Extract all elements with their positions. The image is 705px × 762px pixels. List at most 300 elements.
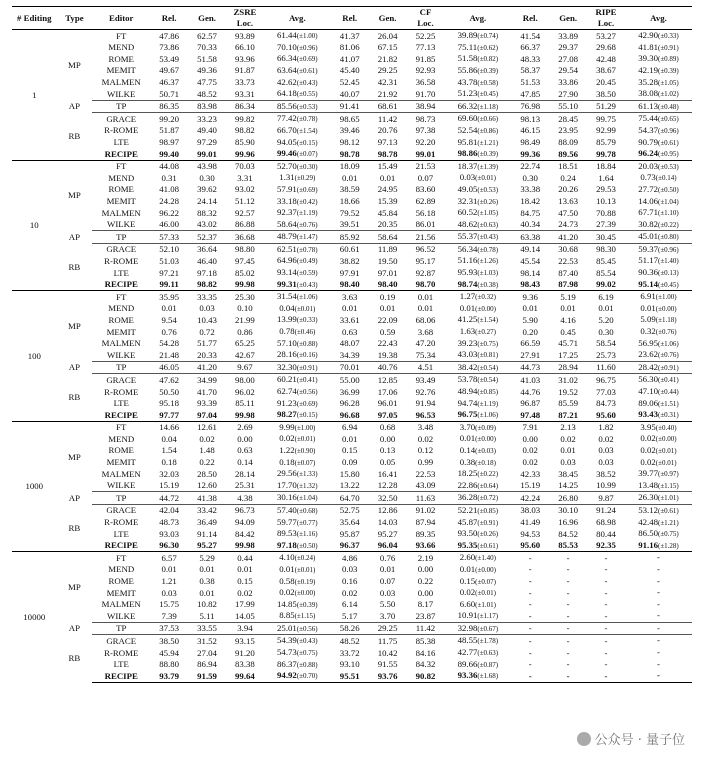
cf-rel-cell: 85.92 xyxy=(331,231,369,244)
cf-gen-cell: 67.15 xyxy=(377,42,398,53)
cf-avg-value: 32.31 xyxy=(457,195,478,206)
cf-avg-cell xyxy=(444,279,511,291)
ripe-loc-cell: 29.68 xyxy=(596,42,616,53)
table-row xyxy=(12,42,692,54)
ripe-avg-cell xyxy=(625,349,692,361)
zsre-gen-cell: 0.02 xyxy=(199,433,215,444)
zsre-avg-cell xyxy=(264,314,331,326)
table-row xyxy=(12,184,692,196)
zsre-avg-cell xyxy=(264,326,331,338)
ripe-loc-cell: 0.03 xyxy=(598,445,614,456)
cf-avg-std: (±0.66) xyxy=(477,115,499,124)
ripe-gen-cell: 19.52 xyxy=(558,386,579,397)
header-zsre-loc: Loc. xyxy=(226,18,264,30)
table-row xyxy=(12,587,692,599)
editor-name-cell: MEND xyxy=(108,564,135,575)
cf-loc-cell: 3.68 xyxy=(417,326,434,337)
editor-name-cell: WILKE xyxy=(107,349,136,360)
ripe-avg-cell xyxy=(625,326,692,338)
zsre-gen-cell: 62.57 xyxy=(188,30,226,42)
ripe-rel-cell: 94.53 xyxy=(520,528,541,539)
type-cell: RB xyxy=(68,130,81,141)
zsre-gen-cell: 48.52 xyxy=(197,88,217,99)
cf-loc-cell: 95.17 xyxy=(415,255,436,266)
zsre-loc-cell: 0.15 xyxy=(237,576,253,586)
ripe-loc-cell: 20.45 xyxy=(596,77,616,88)
watermark xyxy=(577,729,685,748)
cf-avg-cell xyxy=(444,610,511,622)
zsre-loc-cell: 93.89 xyxy=(226,30,264,42)
ripe-rel-cell: 33.38 xyxy=(520,184,541,195)
zsre-avg-std: (±0.76) xyxy=(296,220,318,229)
ripe-gen-cell: 0.03 xyxy=(560,457,576,468)
ripe-loc-cell: 92.99 xyxy=(596,125,616,136)
type-cell: RB xyxy=(68,653,81,664)
cf-avg-std: (±0.18) xyxy=(475,458,496,467)
ripe-loc-cell: 84.73 xyxy=(596,398,616,409)
zsre-loc-cell: 25.30 xyxy=(226,291,264,303)
zsre-avg-std: (±0.01) xyxy=(294,304,316,313)
zsre-gen-cell: 33.42 xyxy=(188,504,226,516)
editor-name-cell: FT xyxy=(92,552,150,564)
cf-gen-cell: 97.01 xyxy=(377,267,398,278)
ripe-avg-std: (±1.01) xyxy=(658,494,679,503)
ripe-gen-cell: - xyxy=(566,659,570,670)
zsre-avg-std: (±1.00) xyxy=(294,423,316,432)
ripe-loc-cell: 5.20 xyxy=(598,314,614,325)
zsre-avg-cell xyxy=(264,100,331,113)
header-row-top xyxy=(12,7,692,18)
zsre-rel-cell: 97.21 xyxy=(159,267,180,278)
ripe-avg-value: 3.95 xyxy=(640,421,656,432)
cf-rel-cell: 39.51 xyxy=(339,219,360,230)
cf-avg-cell xyxy=(444,409,511,421)
zsre-avg-value: 86.37 xyxy=(277,658,297,669)
ripe-avg-value: - xyxy=(657,670,660,681)
ripe-avg-std: (±0.75) xyxy=(658,530,679,539)
ripe-avg-value: 23.62 xyxy=(638,349,658,360)
zsre-avg-std: (±1.47) xyxy=(296,233,318,242)
ripe-gen-cell: 31.02 xyxy=(549,374,587,386)
ripe-rel-cell: 76.98 xyxy=(511,100,549,113)
ripe-avg-cell xyxy=(625,137,692,149)
zsre-avg-std: (±1.32) xyxy=(296,481,318,490)
ripe-avg-value: 42.90 xyxy=(638,30,658,41)
cf-avg-value: 22.86 xyxy=(457,479,478,490)
ripe-loc-cell: 25.73 xyxy=(596,349,616,360)
zsre-avg-std: (±1.15) xyxy=(294,612,316,621)
ripe-gen-cell: 2.13 xyxy=(549,421,587,433)
ripe-avg-value: 90.36 xyxy=(638,267,658,278)
ripe-loc-cell: 9.87 xyxy=(587,492,625,505)
zsre-avg-value: 60.21 xyxy=(277,374,297,385)
cf-gen-cell: 29.25 xyxy=(369,622,407,635)
cf-avg-value: 75.11 xyxy=(457,41,478,52)
cf-avg-value: 98.86 xyxy=(457,148,478,159)
ripe-avg-cell xyxy=(625,409,692,421)
ripe-avg-cell xyxy=(625,42,692,54)
header-ripe-avg: Avg. xyxy=(625,7,692,30)
ripe-avg-std: (±0.00) xyxy=(655,435,677,444)
zsre-rel-cell: 97.77 xyxy=(159,409,180,420)
ripe-avg-value: 0.01 xyxy=(640,302,656,313)
cf-loc-cell: 22.53 xyxy=(415,468,436,479)
cf-avg-std: (±0.61) xyxy=(477,541,499,550)
cf-gen-cell: 98.40 xyxy=(377,279,398,290)
ripe-rel-cell: 41.54 xyxy=(511,30,549,42)
zsre-loc-cell: 0.44 xyxy=(226,552,264,564)
zsre-avg-cell xyxy=(264,196,331,208)
zsre-avg-std: (±0.43) xyxy=(296,280,318,289)
editor-name-cell: WILKE xyxy=(107,480,136,491)
zsre-avg-value: 66.70 xyxy=(277,124,297,135)
cf-avg-value: 43.78 xyxy=(457,76,478,87)
ripe-rel-cell: 9.36 xyxy=(511,291,549,303)
cf-avg-std: (±0.26) xyxy=(477,530,499,539)
zsre-avg-std: (±0.43) xyxy=(296,637,318,646)
cf-gen-cell: 21.82 xyxy=(377,53,398,64)
zsre-avg-std: (±0.46) xyxy=(294,328,316,337)
zsre-avg-cell xyxy=(264,409,331,421)
editor-name-cell: RECIPE xyxy=(92,670,150,682)
ripe-avg-cell xyxy=(625,564,692,576)
ripe-rel-cell: - xyxy=(528,564,532,575)
ripe-avg-value: 75.44 xyxy=(638,113,658,124)
table-row xyxy=(12,540,692,552)
cf-gen-cell: 12.85 xyxy=(369,374,407,386)
cf-gen-cell: 26.04 xyxy=(369,30,407,42)
zsre-avg-std: (±1.16) xyxy=(296,530,318,539)
ripe-gen-cell: 47.50 xyxy=(558,207,579,218)
zsre-rel-cell: 93.79 xyxy=(150,670,188,682)
table-row xyxy=(12,137,692,149)
editor-name-cell: MEMIT xyxy=(106,457,136,468)
zsre-avg-std: (±0.15) xyxy=(296,411,318,420)
ripe-avg-cell xyxy=(625,587,692,599)
cf-rel-cell: 48.07 xyxy=(339,338,360,349)
editor-name-cell: GRACE xyxy=(92,113,150,125)
cf-avg-std: (±1.18) xyxy=(477,102,499,111)
ripe-avg-value: 59.37 xyxy=(638,243,658,254)
cf-avg-cell xyxy=(444,125,511,137)
ripe-avg-value: - xyxy=(657,622,660,633)
cf-loc-cell: 2.19 xyxy=(407,552,445,564)
zsre-avg-std: (±0.41) xyxy=(296,376,318,385)
ripe-loc-cell: 10.13 xyxy=(596,196,616,206)
cf-avg-cell xyxy=(444,398,511,410)
cf-avg-value: 6.60 xyxy=(459,598,476,609)
cf-avg-cell xyxy=(444,137,511,149)
zsre-avg-cell xyxy=(264,552,331,564)
table-row xyxy=(12,231,692,244)
ripe-gen-cell: 84.52 xyxy=(558,528,579,539)
zsre-avg-value: 59.77 xyxy=(277,516,297,527)
cf-rel-cell: 48.52 xyxy=(331,635,369,647)
cf-gen-cell: 15.39 xyxy=(377,196,398,206)
cf-avg-std: (±1.05) xyxy=(477,209,499,218)
zsre-loc-cell: 0.00 xyxy=(237,433,253,444)
zsre-rel-cell: 24.28 xyxy=(159,196,180,206)
cf-gen-cell: 19.38 xyxy=(377,349,398,360)
zsre-avg-std: (±0.50) xyxy=(296,541,318,550)
zsre-avg-std: (±0.78) xyxy=(296,115,318,124)
zsre-avg-std: (±0.90) xyxy=(294,446,316,455)
cf-avg-cell xyxy=(444,564,511,576)
ripe-avg-value: 0.02 xyxy=(640,456,656,467)
cf-avg-std: (±0.00) xyxy=(475,565,496,574)
ripe-avg-value: 54.37 xyxy=(638,124,658,135)
ripe-avg-std: (±0.14) xyxy=(655,174,677,183)
table-row xyxy=(12,267,692,279)
header-zsre-gen: Gen. xyxy=(188,7,226,30)
editor-name-cell: GRACE xyxy=(92,243,150,255)
ripe-rel-cell: - xyxy=(511,622,549,635)
ripe-rel-cell: - xyxy=(528,647,532,658)
cf-avg-std: (±0.54) xyxy=(477,376,499,385)
ripe-loc-cell: 95.60 xyxy=(596,409,616,420)
table-row xyxy=(12,53,692,65)
ripe-loc-cell: 70.88 xyxy=(596,207,616,218)
ripe-avg-cell xyxy=(625,386,692,398)
zsre-avg-value: 92.37 xyxy=(277,207,297,218)
editing-count-cell: 1 xyxy=(12,30,57,161)
cf-avg-cell xyxy=(444,622,511,635)
zsre-avg-value: 8.85 xyxy=(279,610,295,621)
table-row xyxy=(12,670,692,682)
ripe-gen-cell: - xyxy=(549,635,587,647)
ripe-loc-cell: 91.24 xyxy=(587,504,625,516)
cf-avg-std: (±0.07) xyxy=(475,577,496,586)
cf-loc-cell: 11.42 xyxy=(407,622,445,635)
cf-rel-cell: 34.39 xyxy=(339,349,360,360)
cf-rel-cell: 52.75 xyxy=(331,504,369,516)
ripe-loc-cell: 18.84 xyxy=(587,160,625,172)
ripe-loc-cell: 10.99 xyxy=(596,480,616,491)
ripe-gen-cell: - xyxy=(549,552,587,564)
cf-loc-cell: 11.63 xyxy=(407,492,445,505)
cf-loc-cell: 75.34 xyxy=(415,349,436,360)
cf-loc-cell: 87.94 xyxy=(415,517,436,528)
zsre-loc-cell: 91.87 xyxy=(235,65,255,76)
ripe-avg-cell xyxy=(625,635,692,647)
ripe-avg-cell xyxy=(625,113,692,125)
zsre-avg-value: 25.01 xyxy=(277,622,297,633)
ripe-avg-cell xyxy=(625,88,692,100)
zsre-avg-std: (±0.53) xyxy=(296,102,318,111)
ripe-avg-std: (±0.91) xyxy=(658,43,679,52)
cf-loc-cell: 99.01 xyxy=(415,148,436,159)
zsre-loc-cell: 9.67 xyxy=(226,361,264,374)
zsre-avg-std: (±1.06) xyxy=(296,293,318,302)
zsre-avg-std: (±0.96) xyxy=(296,43,318,52)
zsre-avg-value: 61.44 xyxy=(277,30,297,41)
editing-count-cell: 100 xyxy=(12,291,57,422)
ripe-gen-cell: 0.02 xyxy=(560,433,576,444)
zsre-avg-std: (±0.19) xyxy=(294,577,316,586)
header-cf-loc: Loc. xyxy=(407,18,445,30)
zsre-gen-cell: 41.70 xyxy=(197,386,217,397)
zsre-loc-cell: 94.09 xyxy=(235,517,255,528)
ripe-gen-cell: 87.98 xyxy=(558,279,579,290)
zsre-gen-cell: 33.23 xyxy=(188,113,226,125)
cf-loc-cell: 83.60 xyxy=(415,184,436,195)
cf-gen-cell: 0.01 xyxy=(379,172,396,183)
editor-name-cell: WILKE xyxy=(107,219,136,230)
cf-avg-std: (±0.03) xyxy=(475,446,496,455)
cf-avg-value: 18.37 xyxy=(457,160,478,171)
ripe-loc-cell: - xyxy=(604,659,608,670)
cf-avg-value: 53.78 xyxy=(457,374,478,385)
cf-avg-std: (±1.54) xyxy=(477,316,499,325)
editor-name-cell: FT xyxy=(92,291,150,303)
cf-loc-cell: 97.38 xyxy=(415,125,436,136)
ripe-loc-cell: 99.75 xyxy=(587,113,625,125)
ripe-avg-value: - xyxy=(657,598,660,609)
ripe-gen-cell: 28.94 xyxy=(549,361,587,374)
editor-name-cell: ROME xyxy=(108,184,134,195)
zsre-avg-cell xyxy=(264,113,331,125)
zsre-avg-std: (±1.54) xyxy=(296,126,318,135)
editor-name-cell: LTE xyxy=(113,137,129,148)
cf-avg-std: (±0.86) xyxy=(477,126,499,135)
cf-loc-cell: 93.49 xyxy=(407,374,445,386)
ripe-avg-value: 28.42 xyxy=(638,361,658,372)
zsre-loc-cell: 0.14 xyxy=(237,457,253,468)
zsre-gen-cell: 0.72 xyxy=(199,326,215,337)
cf-rel-cell: 15.80 xyxy=(339,468,360,479)
ripe-rel-cell: 40.34 xyxy=(520,219,541,230)
zsre-avg-std: (±0.88) xyxy=(296,660,318,669)
cf-rel-cell: 96.37 xyxy=(339,540,360,551)
cf-loc-cell: 43.09 xyxy=(415,480,436,491)
zsre-rel-cell: 99.11 xyxy=(159,279,179,290)
cf-loc-cell: 68.06 xyxy=(415,314,436,325)
ripe-rel-cell: 98.49 xyxy=(520,137,541,148)
cf-avg-std: (±1.01) xyxy=(475,600,496,609)
editor-name-cell: R-ROME xyxy=(104,647,139,658)
zsre-avg-value: 99.46 xyxy=(277,148,297,159)
zsre-avg-cell xyxy=(264,42,331,54)
zsre-gen-cell: 31.52 xyxy=(188,635,226,647)
ripe-rel-cell: 0.30 xyxy=(522,172,538,183)
editor-name-cell: MALMEN xyxy=(101,599,141,610)
cf-rel-cell: 18.66 xyxy=(339,196,360,206)
cf-gen-cell: 12.28 xyxy=(377,480,398,491)
cf-gen-cell: 0.76 xyxy=(369,552,407,564)
ripe-avg-cell xyxy=(625,480,692,492)
ripe-avg-cell xyxy=(625,148,692,160)
cf-avg-cell xyxy=(444,53,511,65)
cf-avg-value: 52.21 xyxy=(457,504,478,515)
header-ripe-rel: Rel. xyxy=(511,7,549,30)
table-row xyxy=(12,207,692,219)
cf-gen-cell: 10.42 xyxy=(377,647,398,658)
editor-name-cell: MEND xyxy=(108,172,135,183)
zsre-gen-cell: 86.94 xyxy=(197,659,217,670)
table-row xyxy=(12,160,692,172)
table-row xyxy=(12,219,692,231)
cf-avg-value: 38.42 xyxy=(457,361,478,372)
ripe-avg-cell xyxy=(625,433,692,445)
editor-name-cell: R-ROME xyxy=(104,125,139,136)
ripe-gen-cell: 13.63 xyxy=(558,196,579,206)
cf-gen-cell: 0.07 xyxy=(379,576,396,586)
ripe-avg-std: (±0.76) xyxy=(658,351,679,360)
ripe-rel-cell: 42.24 xyxy=(511,492,549,505)
cf-avg-std: (±0.54) xyxy=(477,363,499,372)
cf-rel-cell: 18.09 xyxy=(331,160,369,172)
ripe-avg-cell xyxy=(625,374,692,386)
cf-rel-cell: 58.26 xyxy=(331,622,369,635)
zsre-gen-cell: 10.82 xyxy=(197,599,217,610)
cf-gen-cell: 45.84 xyxy=(377,207,398,218)
ripe-gen-cell: 0.01 xyxy=(560,445,576,456)
ripe-gen-cell: - xyxy=(566,564,570,575)
cf-avg-cell xyxy=(444,100,511,113)
zsre-loc-cell: 99.64 xyxy=(226,670,264,682)
zsre-avg-cell xyxy=(264,564,331,576)
ripe-gen-cell: 33.86 xyxy=(558,77,579,88)
cf-loc-cell: 21.53 xyxy=(407,160,445,172)
ripe-avg-cell xyxy=(625,160,692,172)
zsre-rel-cell: 32.03 xyxy=(159,468,180,479)
ripe-avg-value: 27.72 xyxy=(638,183,658,194)
ripe-loc-cell: - xyxy=(587,635,625,647)
ripe-avg-value: 67.71 xyxy=(638,207,658,218)
zsre-loc-cell: 36.68 xyxy=(226,231,264,244)
zsre-rel-cell: 9.54 xyxy=(161,314,177,325)
ripe-avg-cell xyxy=(625,647,692,659)
cf-avg-cell xyxy=(444,540,511,552)
cf-rel-cell: 0.01 xyxy=(341,303,358,314)
watermark-text: 公众号 · 量子位 xyxy=(594,733,685,748)
cf-avg-value: 1.63 xyxy=(459,326,476,337)
ripe-rel-cell: 0.01 xyxy=(522,303,538,314)
cf-loc-cell: 89.35 xyxy=(415,528,436,539)
cf-gen-cell: 20.76 xyxy=(377,125,398,136)
cf-avg-cell xyxy=(444,184,511,196)
zsre-avg-value: 63.64 xyxy=(277,64,297,75)
cf-loc-cell: 36.58 xyxy=(415,77,436,88)
ripe-avg-std: (±0.95) xyxy=(658,150,679,159)
cf-avg-std: (±1.68) xyxy=(477,672,499,681)
cf-avg-cell xyxy=(444,77,511,89)
zsre-loc-cell: 28.14 xyxy=(235,468,255,479)
cf-loc-cell: 84.32 xyxy=(415,659,436,670)
zsre-avg-value: 89.53 xyxy=(277,528,297,539)
zsre-gen-cell: 97.18 xyxy=(197,267,217,278)
table-row xyxy=(12,374,692,386)
zsre-avg-value: 4.10 xyxy=(279,552,295,563)
cf-avg-value: 32.98 xyxy=(457,622,478,633)
cf-avg-cell xyxy=(444,433,511,445)
cf-loc-cell: 92.87 xyxy=(415,267,436,278)
zsre-avg-cell xyxy=(264,374,331,386)
zsre-loc-cell: 0.10 xyxy=(237,303,253,314)
ripe-avg-cell xyxy=(625,77,692,89)
zsre-rel-cell: 50.50 xyxy=(159,386,180,397)
cf-avg-value: 66.32 xyxy=(457,100,478,111)
editor-name-cell: MALMEN xyxy=(101,77,141,88)
ripe-rel-cell: - xyxy=(511,670,549,682)
table-row xyxy=(12,148,692,160)
cf-loc-cell: 3.48 xyxy=(407,421,445,433)
editing-count-cell: 10000 xyxy=(12,552,57,683)
header-editing: # Editing xyxy=(12,7,57,30)
zsre-avg-cell xyxy=(264,243,331,255)
zsre-gen-cell: 49.40 xyxy=(197,125,217,136)
cf-avg-cell xyxy=(444,207,511,219)
